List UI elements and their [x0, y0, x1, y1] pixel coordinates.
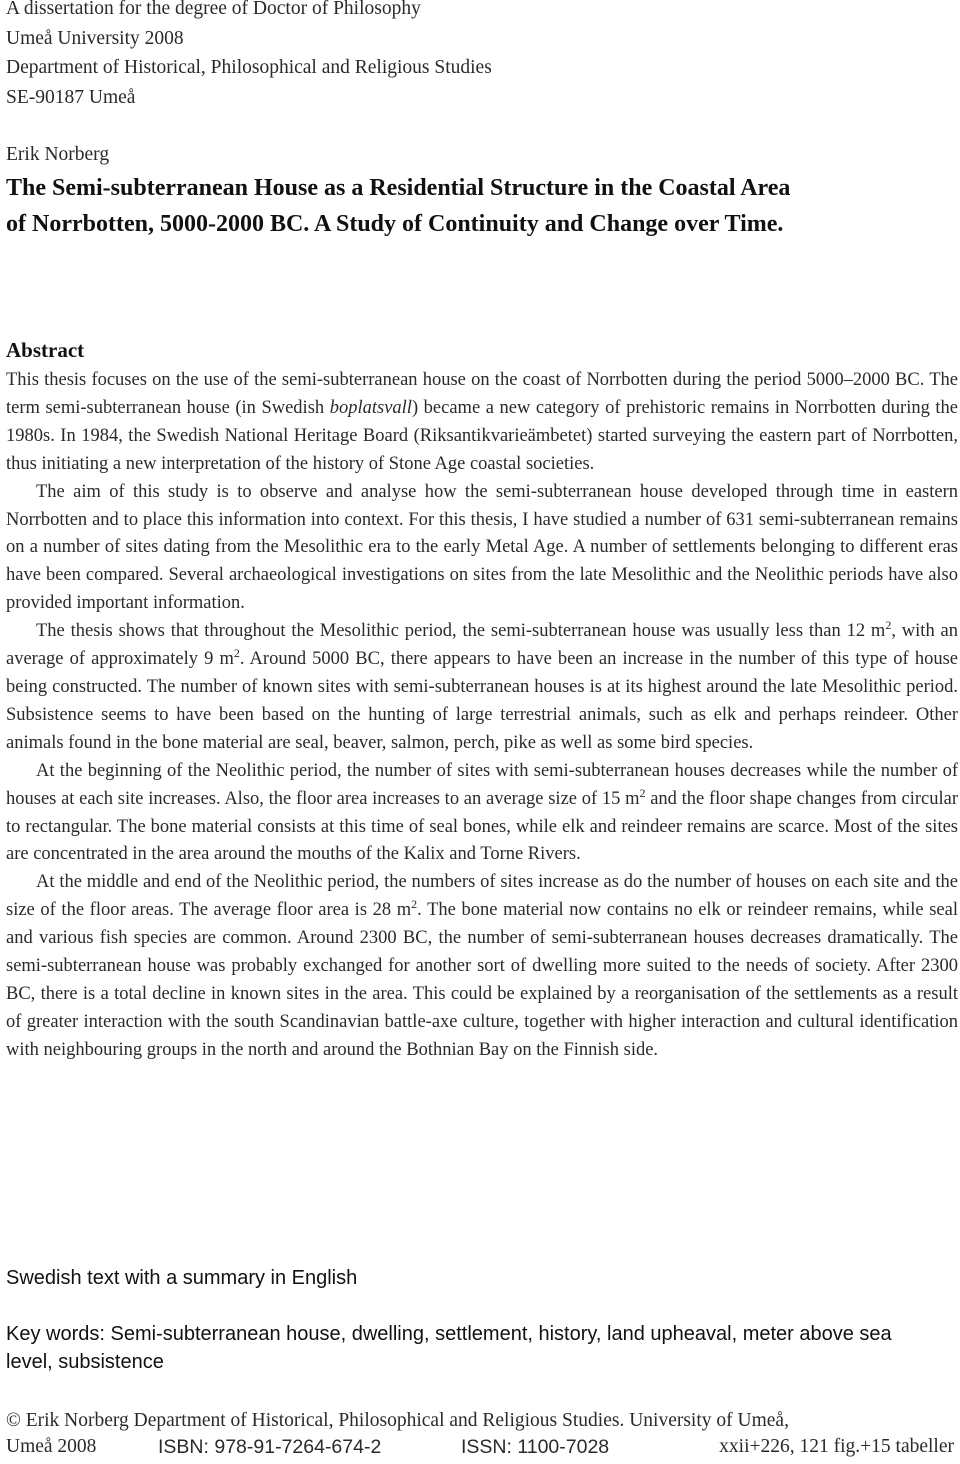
abstract-paragraph-4: At the beginning of the Neolithic period, the number of sites with semi-subterranean houses decreases while the number of houses at each site increases. Also, the floor area increases to an average size of 15 $m^2$ and the floor shape changes from circular to rectangular. The bone material consists at this time of seal bones, while elk and reindeer remains are scarce. Most of the sites are concentrated in the area around the mouths of the Kalix and Torne Rivers.	[6, 760, 958, 865]
dissertation-header	[6, 0, 958, 112]
header-department: Department of Historical, Philosophical and Religious Studies	[6, 57, 492, 78]
dissertation-title	[6, 170, 958, 242]
header-university: Umeå University 2008	[6, 27, 184, 49]
language-note: Swedish text with a summary in English	[6, 1267, 358, 1289]
header-address: SE-90187 Umeå	[6, 86, 136, 108]
publication-details	[6, 1436, 954, 1464]
keywords: Key words: Semi-subterranean house, dwelling, settlement, history, land upheaval, meter above sea level, subsistence	[6, 1323, 892, 1373]
place-year: Umeå 2008	[6, 1436, 97, 1457]
abstract-paragraph-5: At the middle and end of the Neolithic period, the numbers of sites increase as do the number of houses on each site and the size of the floor areas. The average floor area is 28 $m^2$. The bone material now contains no elk or reindeer remains, while seal and various fish species are common. Around 2300 BC, the number of semi-subterranean houses decreases dramatically. The semi-subterranean house was probably exchanged for another sort of dwelling more suited to the needs of society. After 2300 BC, there is a total decline in known sites in the area. This could be explained by a reorganisation of the settlements as a result of greater interaction with the south Scandinavian battle-axe culture, together with higher interaction and cultural identification with neighbouring groups in the north and around the Bothnian Bay on the Finnish side.	[6, 872, 958, 1060]
issn: ISSN: 1100-7028	[461, 1436, 610, 1458]
page-count: xxii+226, 121 fig.+15 tabeller	[719, 1436, 954, 1457]
abstract-paragraph-3: The thesis shows that throughout the Mesolithic period, the semi-subterranean house was usually less than 12 $m^2$, with an average of approximately 9 $m^2$. Around 5000 BC, there appears to have been an increase in the number of this type of house being constructed. The number of known sites with semi-subterranean houses is at its highest around the late Mesolithic period. Subsistence seems to have been based on the hunting of large terrestrial animals, such as elk and perhaps reindeer. Other animals found in the bone material are seal, beaver, salmon, perch, pike as well as some bird species.	[6, 618, 958, 753]
author-name: Erik Norberg	[6, 144, 110, 165]
header-degree: A dissertation for the degree of Doctor of Philosophy	[6, 0, 421, 19]
title-line-1: The Semi-subterranean House as a Residential Structure in the Coastal Area	[6, 175, 791, 201]
isbn: ISBN: 978-91-7264-674-2	[158, 1436, 382, 1458]
abstract-paragraph-1: This thesis focuses on the use of the semi-subterranean house on the coast of Norrbotten during the period 5000–2000 BC. The term semi-subterranean house (in Swedish boplatsvall) became a new category of prehistoric remains in Norrbotten during the 1980s. In 1984, the Swedish National Heritage Board (Riksantikvarieämbetet) started surveying the eastern part of Norrbotten, thus initiating a new interpretation of the history of Stone Age coastal societies.	[6, 370, 958, 474]
title-line-2: of Norrbotten, 5000-2000 BC. A Study of Continuity and Change over Time.	[6, 211, 784, 237]
abstract-paragraph-2: The aim of this study is to observe and analyse how the semi-subterranean house developed through time in eastern Norrbotten and to place this information into context. For this thesis, I have studied a number of 631 semi-subterranean remains on a number of sites dating from the Mesolithic era to the early Metal Age. A number of settlements belonging to different eras have been compared. Several archaeological investigations on sites from the late Mesolithic and the Neolithic periods have also provided important information.	[6, 481, 958, 614]
abstract-body	[6, 367, 958, 1065]
abstract-heading: Abstract	[6, 338, 85, 362]
swedish-term: boplatsvall	[329, 397, 412, 418]
copyright-line: © Erik Norberg Department of Historical, Philosophical and Religious Studies. University of Umeå,	[6, 1410, 789, 1431]
